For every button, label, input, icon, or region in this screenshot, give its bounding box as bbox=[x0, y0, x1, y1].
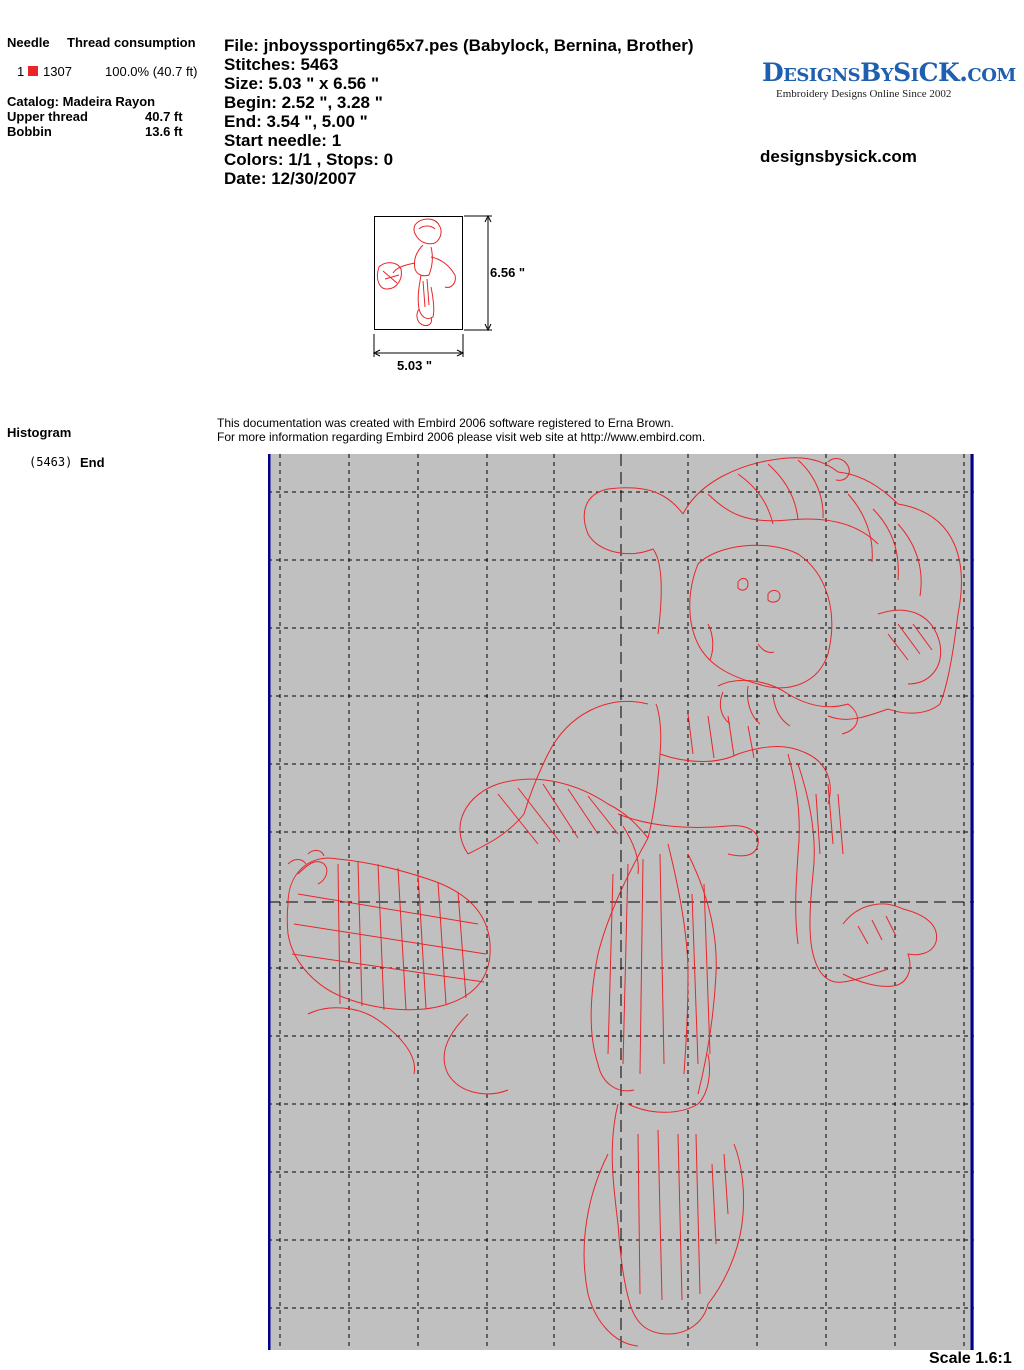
thread-code: 1307 bbox=[43, 64, 72, 79]
stitch-count: Stitches: 5463 bbox=[224, 55, 339, 74]
thumbnail-height-label: 6.56 " bbox=[490, 265, 526, 280]
upper-thread-value: 40.7 ft bbox=[145, 109, 183, 124]
start-needle: Start needle: 1 bbox=[224, 131, 342, 150]
brand-tagline: Embroidery Designs Online Since 2002 bbox=[776, 88, 952, 100]
catalog-label: Catalog: Madeira Rayon bbox=[7, 94, 156, 109]
bobbin-label: Bobbin bbox=[7, 124, 52, 139]
design-canvas bbox=[268, 454, 974, 1350]
end-point: End: 3.54 ", 5.00 " bbox=[224, 112, 368, 131]
needle-header: Needle bbox=[7, 35, 50, 50]
design-date: Date: 12/30/2007 bbox=[224, 169, 357, 188]
notice-line-2: For more information regarding Embird 2006 please visit web site at http://www.embird.com. bbox=[217, 430, 706, 444]
histogram-label: End bbox=[80, 455, 105, 470]
brand-logo: DesignsBySiCK.com bbox=[762, 58, 1016, 87]
thread-consumption-value: 100.0% (40.7 ft) bbox=[105, 64, 198, 79]
design-canvas-svg bbox=[268, 454, 974, 1350]
histogram-count: (5463) bbox=[29, 455, 73, 469]
thread-consumption-header: Thread consumption bbox=[67, 35, 196, 50]
bobbin-value: 13.6 ft bbox=[145, 124, 183, 139]
needle-number: 1 bbox=[17, 64, 25, 79]
thread-color-swatch bbox=[28, 66, 38, 76]
scale-label: Scale 1.6:1 bbox=[929, 1350, 1012, 1367]
upper-thread-label: Upper thread bbox=[7, 109, 88, 124]
begin-point: Begin: 2.52 ", 3.28 " bbox=[224, 93, 383, 112]
notice-line-1: This documentation was created with Embird 2006 software registered to Erna Brown. bbox=[217, 416, 674, 430]
design-size: Size: 5.03 " x 6.56 " bbox=[224, 74, 380, 93]
brand-site: designsbysick.com bbox=[760, 147, 917, 166]
histogram-title: Histogram bbox=[7, 425, 72, 440]
thumbnail-dimensions bbox=[370, 212, 540, 377]
colors-stops: Colors: 1/1 , Stops: 0 bbox=[224, 150, 394, 169]
thumbnail-width-label: 5.03 " bbox=[397, 358, 433, 373]
file-name: File: jnboyssporting65x7.pes (Babylock, Bernina, Brother) bbox=[224, 36, 694, 55]
